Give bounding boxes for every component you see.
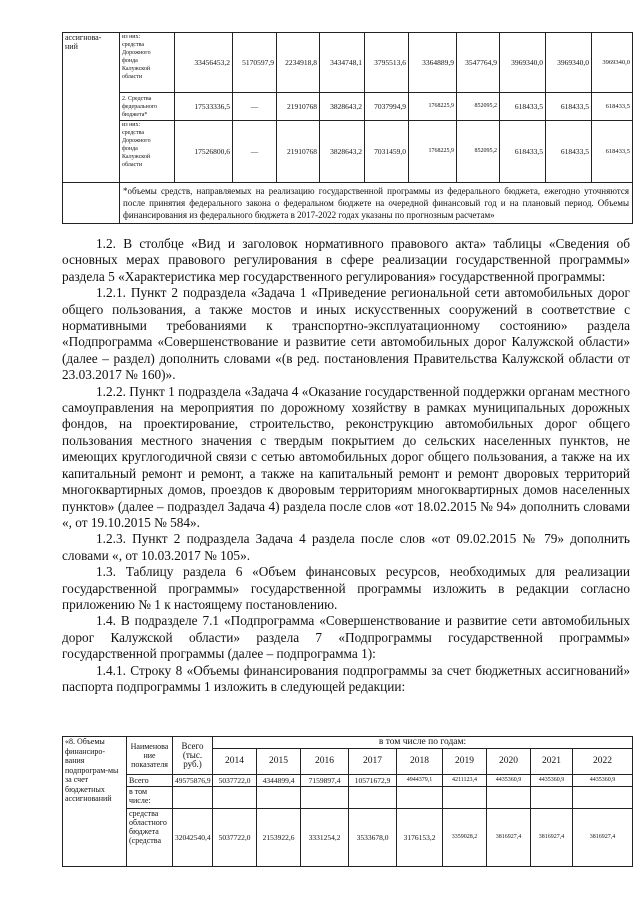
year-header: 2018 [397, 749, 443, 775]
year-header: 2016 [301, 749, 349, 775]
table-cell: 1768225,9 [409, 121, 457, 183]
table-row-label: в том числе: [127, 787, 173, 809]
table-row-label: из них: средства Дорожного фонда Калужской области [120, 121, 175, 183]
table-cell: 3434748,1 [320, 33, 365, 93]
table-cell: 10571672,9 [349, 775, 397, 787]
table-cell: 2234918,8 [277, 33, 320, 93]
table-cell: 7037994,9 [365, 93, 409, 121]
paragraph: 1.4.1. Строку 8 «Объемы финансирования подпрограммы за счет бюджетных ассигнований» паспорта подпрограммы 1 изложить в следующей редакции: [62, 662, 630, 694]
table-cell: 3533678,0 [349, 809, 397, 867]
document-body [62, 236, 630, 695]
funding-table-bottom [62, 736, 633, 867]
table-row [63, 93, 633, 121]
table-cell: 32042540,4 [173, 809, 213, 867]
table-cell: 852095,2 [457, 121, 500, 183]
table-row [63, 787, 633, 809]
table-cell: 7031459,0 [365, 121, 409, 183]
table-cell: 618433,5 [592, 93, 633, 121]
table-cell: 3969340,0 [592, 33, 633, 93]
table-row-label: Всего [127, 775, 173, 787]
table-row-label: из них: средства Дорожного фонда Калужской области [120, 33, 175, 93]
table-cell: 3828643,2 [320, 121, 365, 183]
table-cell: 4344899,4 [257, 775, 301, 787]
table-cell: 21910768 [277, 93, 320, 121]
table-cell: 3176153,2 [397, 809, 443, 867]
table-cell: 852095,2 [457, 93, 500, 121]
column-header: Наименова ние показателя [127, 737, 173, 775]
table-cell: 3816927,4 [573, 809, 633, 867]
table-cell: 3364889,9 [409, 33, 457, 93]
paragraph: 1.2. В столбце «Вид и заголовок нормативного правового акта» таблицы «Сведения об основных мерах правового регулирования в сфере реализации государственной программы» раздела 5 «Характеристика мер государственного регулирования» государственной программы: [62, 236, 630, 284]
table-cell: 17533336,5 [175, 93, 233, 121]
table-footnote: *объемы средств, направляемых на реализацию государственной программы из федерального бюджета, ежегодно уточняются после принятия федерального закона о федеральном бюджете на очередной финансовый год и на плановый период. Объемы финансирования из федерального бюджета в 2017-2022 годах указаны по прогнозным расчетам» [120, 183, 633, 224]
table-label-cell: ассигнова- ний [63, 33, 120, 183]
paragraph: 1.3. Таблицу раздела 6 «Объем финансовых ресурсов, необходимых для реализации государственной программы» государственной программы изложить в редакции согласно приложению № 1 к настоящему постановлению. [62, 564, 630, 612]
table-row [63, 775, 633, 787]
table-cell: 3359028,2 [443, 809, 487, 867]
table-row [63, 183, 633, 224]
table-cell: 4435360,9 [487, 775, 531, 787]
table-cell: 49575876,9 [173, 775, 213, 787]
table-cell: 618433,5 [500, 121, 546, 183]
paragraph: 1.2.2. Пункт 1 подраздела «Задача 4 «Оказание государственной поддержки органам местного самоуправления на мероприятия по дорожному хозяйству в рамках муниципальных дорожных фондов, на проектирование, строительство, реконструкцию автомобильных дорог общего пользования местного значения с твердым покрытием до сельских населенных пунктов, не имеющих круглогодичной связи с сетью автомобильных дорог общего пользования, а также на их капитальный ремонт и ремонт, а также на капитальный ремонт и ремонт дворовых территорий многоквартирных домов, проездов к дворовым территориям многоквартирных домов населенных пунктов» (далее – подраздел Задача 4) раздела после слов «от 18.02.2015 № 94» дополнить словами «, от 19.10.2015 № 584». [62, 383, 630, 530]
table-cell: 618433,5 [546, 93, 592, 121]
paragraph: 1.4. В подразделе 7.1 «Подпрограмма «Совершенствование и развитие сети автомобильных дорог Калужской области» раздела 7 «Подпрограммы государственной программы» государственной программы (далее – подпрограмма 1): [62, 613, 630, 662]
table-cell: 618433,5 [546, 121, 592, 183]
column-header: Всего (тыс. руб.) [173, 737, 213, 775]
table-cell: 3816927,4 [531, 809, 573, 867]
table-cell: 17526800,6 [175, 121, 233, 183]
year-header: 2020 [487, 749, 531, 775]
table-row [63, 809, 633, 867]
table-cell: 7159897,4 [301, 775, 349, 787]
year-header: 2017 [349, 749, 397, 775]
table-cell: 2153922,6 [257, 809, 301, 867]
table-cell: 618433,5 [500, 93, 546, 121]
table-cell: 5037722,0 [213, 775, 257, 787]
funding-table-top [62, 32, 633, 224]
table-cell: 5037722,0 [213, 809, 257, 867]
table-cell: 4211123,4 [443, 775, 487, 787]
year-header: 2014 [213, 749, 257, 775]
table-row [63, 121, 633, 183]
table-cell: 21910768 [277, 121, 320, 183]
table-cell: 1768225,9 [409, 93, 457, 121]
table-cell: 3331254,2 [301, 809, 349, 867]
table-cell: 3969340,0 [500, 33, 546, 93]
table-cell: — [233, 93, 277, 121]
table-row [63, 33, 633, 93]
table-cell: — [233, 121, 277, 183]
table-cell: 3795513,6 [365, 33, 409, 93]
table-cell: 4435360,9 [573, 775, 633, 787]
year-header: 2022 [573, 749, 633, 775]
table-header-row [63, 737, 633, 749]
paragraph: 1.2.3. Пункт 2 подраздела Задача 4 раздела после слов «от 09.02.2015 № 79» дополнить словами «, от 10.03.2017 № 105». [62, 531, 630, 563]
table-cell: 3828643,2 [320, 93, 365, 121]
table-row-label: средства областного бюджета (средства [127, 809, 173, 867]
table-cell: 5170597,9 [233, 33, 277, 93]
table-cell: 3969340,0 [546, 33, 592, 93]
table-cell: 3547764,9 [457, 33, 500, 93]
table-cell: 33456453,2 [175, 33, 233, 93]
table-cell: 3816927,4 [487, 809, 531, 867]
paragraph: 1.2.1. Пункт 2 подраздела «Задача 1 «Приведение региональной сети автомобильных дорог общего пользования, а также мостов и иных искусственных сооружений в соответствие с нормативными требованиями к транспортно-эксплуатационному состоянию» раздела «Подпрограмма «Совершенствование и развитие сети автомобильных дорог Калужской области» (далее – раздел) дополнить словами «(в ред. постановления Правительства Калужской области от 23.03.2017 № 160)». [62, 285, 630, 383]
table-row-label: 2. Средства федерального бюджета* [120, 93, 175, 121]
table-label-cell: «8. Объемы финансиро-вания подпрограм-мы за счет бюджетных ассигнований [63, 737, 127, 867]
column-header: в том числе по годам: [213, 737, 633, 749]
table-cell: 4944379,1 [397, 775, 443, 787]
year-header: 2019 [443, 749, 487, 775]
year-header: 2021 [531, 749, 573, 775]
year-header: 2015 [257, 749, 301, 775]
table-cell: 4435360,9 [531, 775, 573, 787]
table-cell: 618433,5 [592, 121, 633, 183]
